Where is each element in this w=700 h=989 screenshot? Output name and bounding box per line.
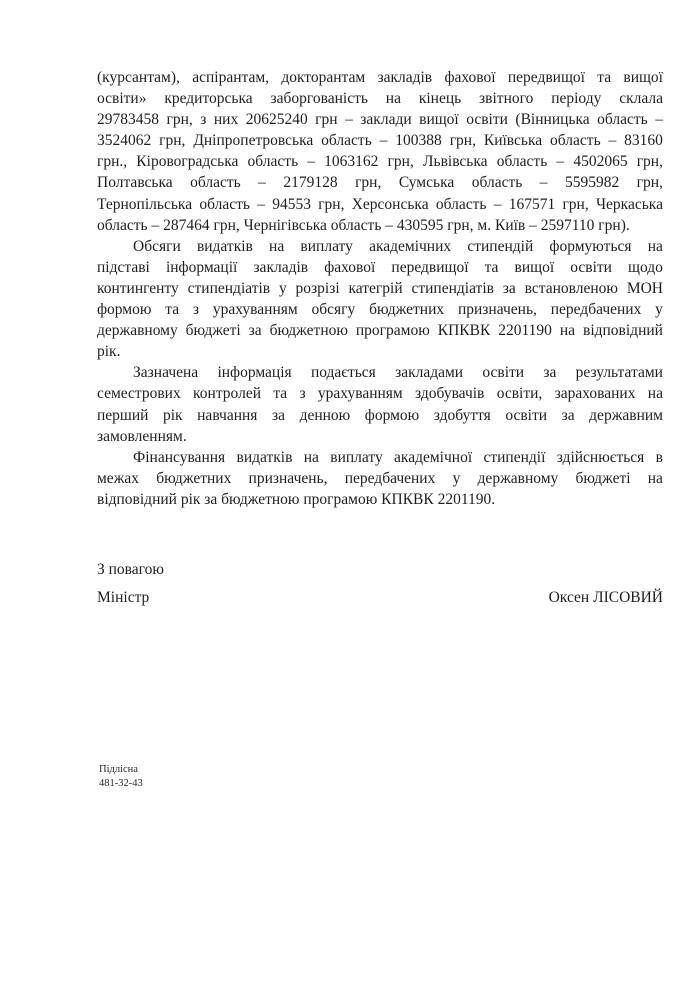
text-line: грн., Кіровоградська область – 1063162 грн, Львівська область – 4502065 грн, [97,153,663,171]
text-line: перший рік навчання за денною формою здобуття освіти за державним [97,406,663,424]
text-line: Тернопільська область – 94553 грн, Херсонська область – 167571 грн, Черкаська [97,195,663,213]
text-line: відповідний рік за бюджетною програмою КПКВК 2201190. [97,490,496,508]
paragraph [97,236,663,363]
text-line: Зазначена інформація подається закладами освіти за результатами [133,364,663,382]
text-line: контингенту стипендіатів у розрізі категрій стипендіатів за встановленою МОН [97,279,663,297]
closing-block [97,559,663,608]
text-line: освіти» кредиторська заборгованість на кінець звітного періоду склала [97,90,663,108]
salutation: З повагою [97,561,164,578]
signer-name: Оксен ЛІСОВИЙ [548,589,663,606]
text-line: замовленням. [97,427,187,445]
paragraph [97,67,663,236]
contact-name: Підлісна [99,764,138,775]
paragraph [97,362,663,446]
text-line: формою та з урахуванням обсягу бюджетних призначень, передбачених у [97,301,663,319]
contact-phone: 481-32-43 [99,777,143,789]
signature-row [97,587,663,608]
text-line: область – 287464 грн, Чернігівська область – 430595 грн, м. Київ – 2597110 грн). [97,216,630,234]
text-line: (курсантам), аспірантам, докторантам закладів фахової передвищої та вищої [97,69,663,86]
text-line: державному бюджеті за бюджетною програмою КПКВК 2201190 на відповідний [97,322,663,340]
text-line: семестрових контролей та з урахуванням здобувачів освіти, зарахованих на [97,385,663,403]
text-line: підставі інформації закладів фахової передвищої та вищої освіти щодо [97,258,663,276]
signer-title: Міністр [97,589,150,606]
text-line: Фінансування видатків на виплату академічної стипендії здійснюється в [133,448,663,466]
text-line: межах бюджетних призначень, передбачених у державному бюджеті на [97,469,663,487]
paragraph [97,447,663,510]
text-line: 29783458 грн, з них 20625240 грн – заклади вищої освіти (Вінницька область – [97,111,663,129]
text-line: Полтавська область – 2179128 грн, Сумська область – 5595982 грн, [97,174,663,192]
text-line: рік. [97,343,121,361]
letter-body [97,67,663,510]
text-line: 3524062 грн, Дніпропетровська область – 100388 грн, Київська область – 83160 [97,132,663,150]
contact-footer [99,763,143,790]
text-line: Обсяги видатків на виплату академічних стипендій формуються на [133,237,663,255]
